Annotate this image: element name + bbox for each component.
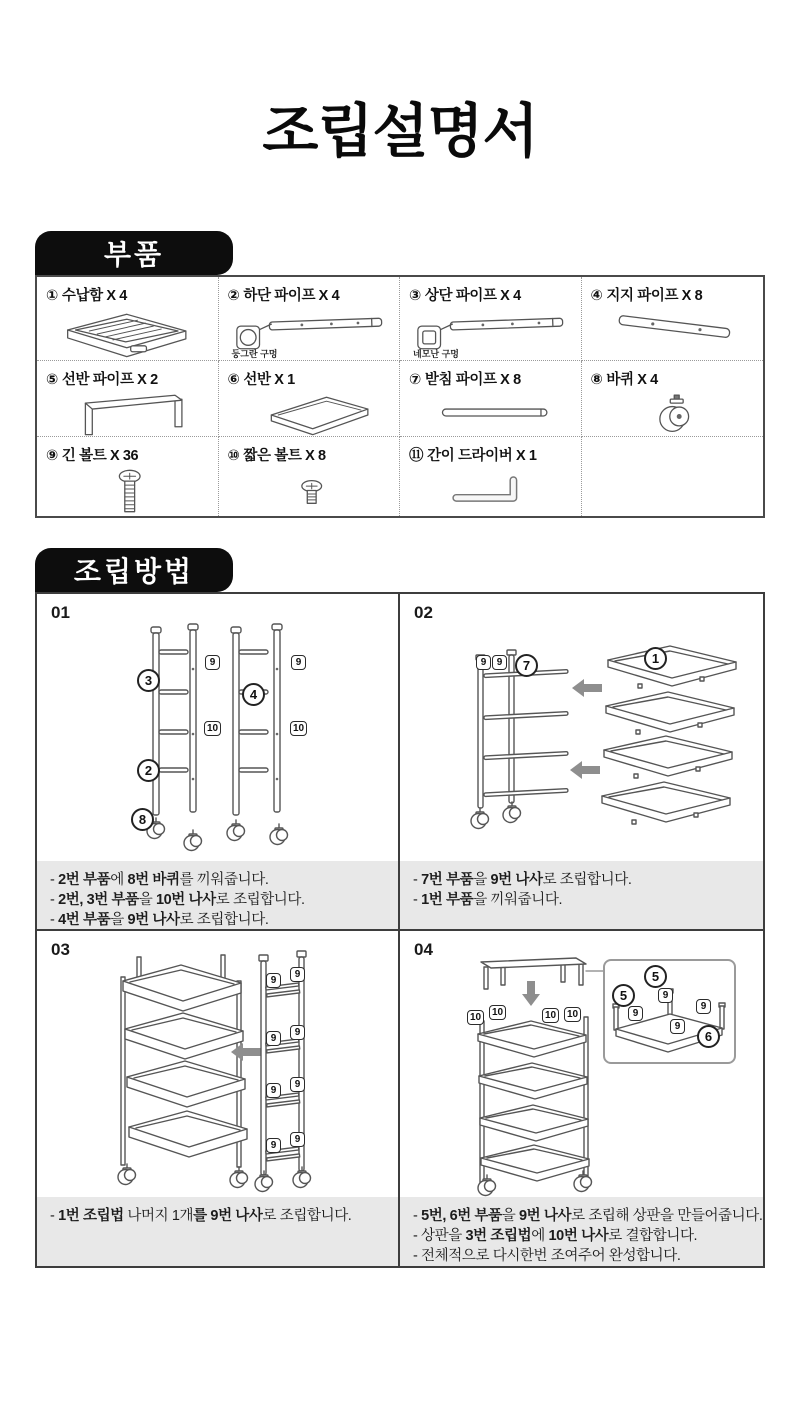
callout-box: 10 [204, 721, 221, 736]
part-number: ⑦ [409, 372, 421, 388]
part-cell-upper-pipe [400, 277, 582, 361]
callout-circle: 4 [242, 683, 265, 706]
shelf-pipe-illustration [46, 389, 209, 436]
callout-box: 9 [266, 1138, 281, 1153]
callout-box: 10 [467, 1010, 484, 1025]
parts-section [35, 231, 765, 518]
part-number: ⑤ [46, 372, 58, 388]
part-number: ⑧ [591, 372, 603, 388]
step-number: 02 [414, 603, 433, 623]
upper-pipe-illustration [409, 305, 572, 360]
part-number: ⑨ [46, 448, 58, 464]
part-number: ④ [591, 288, 603, 304]
callout-box: 9 [670, 1019, 685, 1034]
callout-box: 9 [290, 967, 305, 982]
part-label: 긴 볼트 X 36 [62, 444, 138, 465]
square-hole-note: 네모난 구멍 [413, 347, 459, 360]
step-number: 03 [51, 940, 70, 960]
callout-box: 10 [290, 721, 307, 736]
assembly-steps-grid [35, 592, 765, 1268]
support-pipe-illustration [591, 305, 755, 360]
callout-box: 9 [628, 1006, 643, 1021]
part-label: 하단 파이프 X 4 [243, 284, 339, 305]
short-bolt-illustration [228, 465, 391, 516]
assembly-step-03 [37, 931, 400, 1266]
part-label: 수납함 X 4 [62, 284, 127, 305]
assembly-section [35, 548, 765, 1268]
page-title: 조립설명서 [35, 84, 765, 168]
part-number: ⑩ [228, 448, 240, 464]
callout-box: 9 [266, 973, 281, 988]
parts-badge: 부품 [35, 231, 233, 275]
callout-box: 10 [489, 1005, 506, 1020]
part-cell-caster [582, 361, 764, 437]
part-label: 선반 파이프 X 2 [62, 368, 158, 389]
lower-pipe-illustration [228, 305, 391, 360]
callout-box: 9 [492, 655, 507, 670]
part-label: 간이 드라이버 X 1 [427, 444, 536, 465]
step-02-illustration [400, 594, 763, 863]
part-label: 받침 파이프 X 8 [425, 368, 521, 389]
assembly-step-01 [37, 594, 400, 931]
round-hole-note: 둥그란 구멍 [232, 347, 278, 360]
part-cell-short-bolt [219, 437, 401, 516]
callout-circle: 8 [131, 808, 154, 831]
callout-box: 9 [266, 1083, 281, 1098]
parts-table [35, 275, 765, 518]
callout-box: 9 [290, 1025, 305, 1040]
callout-circle: 2 [137, 759, 160, 782]
part-cell-empty [582, 437, 764, 516]
callout-box: 10 [542, 1008, 559, 1023]
part-cell-base-pipe [400, 361, 582, 437]
part-number: ⑥ [228, 372, 240, 388]
callout-circle: 7 [515, 654, 538, 677]
part-label: 바퀴 X 4 [606, 368, 657, 389]
assembly-step-04 [400, 931, 763, 1266]
callout-box: 9 [291, 655, 306, 670]
callout-box: 9 [696, 999, 711, 1014]
callout-circle: 1 [644, 647, 667, 670]
step-03-illustration [37, 931, 400, 1197]
part-cell-long-bolt [37, 437, 219, 516]
part-cell-support-pipe [582, 277, 764, 361]
caster-illustration [591, 389, 755, 436]
part-label: 선반 X 1 [243, 368, 294, 389]
callout-circle: 3 [137, 669, 160, 692]
part-number: ⑪ [409, 444, 423, 465]
part-cell-driver [400, 437, 582, 516]
step-03-instructions: - 1번 조립법 나머지 1개를 9번 나사로 조립합니다. [37, 1197, 398, 1266]
callout-box: 9 [266, 1031, 281, 1046]
part-label: 상단 파이프 X 4 [425, 284, 521, 305]
long-bolt-illustration [46, 465, 209, 516]
part-label: 지지 파이프 X 8 [606, 284, 702, 305]
assembly-step-02 [400, 594, 763, 931]
assembly-badge: 조립방법 [35, 548, 233, 592]
part-cell-shelf [219, 361, 401, 437]
callout-box: 10 [564, 1007, 581, 1022]
step-02-instructions: - 7번 부품을 9번 나사로 조립합니다. - 1번 부품을 끼워줍니다. [400, 861, 763, 929]
callout-circle: 5 [644, 965, 667, 988]
callout-box: 9 [290, 1077, 305, 1092]
step-01-instructions: - 2번 부품에 8번 바퀴를 끼워줍니다. - 2번, 3번 부품을 10번 나사로 조립합니다. - 4번 부품을 9번 나사로 조립합니다. [37, 861, 398, 929]
storage-tray-illustration [46, 305, 209, 360]
part-cell-lower-pipe [219, 277, 401, 361]
part-number: ① [46, 288, 58, 304]
step-04-instructions: - 5번, 6번 부품을 9번 나사로 조립해 상판을 만들어줍니다. - 상판을 3번 조립법에 10번 나사로 결합합니다. - 전체적으로 다시한번 조여주어 완성합니다. [400, 1197, 763, 1266]
part-cell-storage-tray [37, 277, 219, 361]
base-pipe-illustration [409, 389, 572, 436]
part-number: ③ [409, 288, 421, 304]
part-cell-shelf-pipe [37, 361, 219, 437]
allen-driver-illustration [409, 465, 572, 516]
manual-page [35, 84, 765, 1268]
part-number: ② [228, 288, 240, 304]
callout-box: 9 [476, 655, 491, 670]
shelf-illustration [228, 389, 391, 436]
step-number: 04 [414, 940, 433, 960]
part-label: 짧은 볼트 X 8 [243, 444, 325, 465]
callout-box: 9 [290, 1132, 305, 1147]
callout-circle: 5 [612, 984, 635, 1007]
callout-circle: 6 [697, 1025, 720, 1048]
callout-box: 9 [205, 655, 220, 670]
step-04-illustration [400, 931, 763, 1197]
callout-box: 9 [658, 988, 673, 1003]
step-number: 01 [51, 603, 70, 623]
